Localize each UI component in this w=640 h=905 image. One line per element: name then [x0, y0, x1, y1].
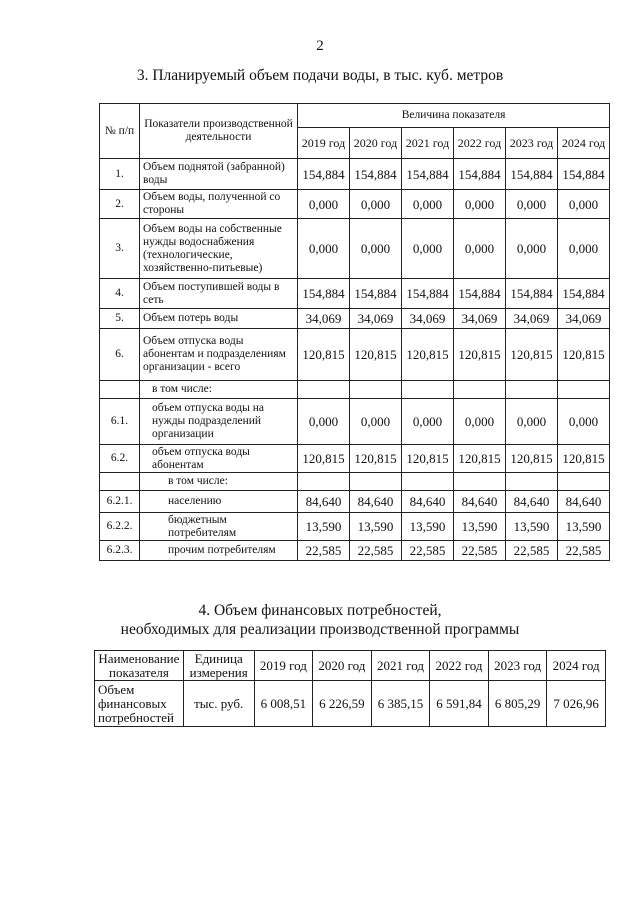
row-value: 120,815 [558, 445, 610, 473]
table-row [100, 491, 610, 513]
header-no: № п/п [100, 104, 140, 159]
row-value [350, 473, 402, 491]
header-year: 2023 год [488, 651, 547, 681]
row-value: 0,000 [350, 219, 402, 279]
row-value: 120,815 [350, 445, 402, 473]
row-value: 22,585 [506, 541, 558, 561]
header-name: Наименование показателя [95, 651, 184, 681]
row-value: 120,815 [402, 445, 454, 473]
row-number: 6.2. [100, 445, 140, 473]
row-value [506, 473, 558, 491]
header-year: 2024 год [558, 128, 610, 159]
header-value-group: Величина показателя [298, 104, 610, 128]
row-value: 84,640 [454, 491, 506, 513]
row-number: 3. [100, 219, 140, 279]
row-value [558, 381, 610, 399]
row-value: 154,884 [454, 279, 506, 309]
row-value: 13,590 [506, 513, 558, 541]
section-4-title-line1: 4. Объем финансовых потребностей, [198, 602, 442, 619]
row-value: 120,815 [506, 445, 558, 473]
row-value: 13,590 [454, 513, 506, 541]
row-value: 6 226,59 [313, 681, 372, 727]
row-indicator: Объем отпуска воды абонентам и подразделениям организации - всего [140, 329, 298, 381]
row-value: 0,000 [402, 399, 454, 445]
row-number: 1. [100, 159, 140, 190]
row-value: 22,585 [402, 541, 454, 561]
row-value: 84,640 [558, 491, 610, 513]
row-value: 120,815 [454, 329, 506, 381]
table-row [100, 279, 610, 309]
header-year: 2021 год [402, 128, 454, 159]
table-row [100, 159, 610, 190]
row-value: 34,069 [506, 309, 558, 329]
row-indicator: прочим потребителям [140, 541, 298, 561]
row-value: 120,815 [350, 329, 402, 381]
row-value: 0,000 [506, 219, 558, 279]
row-value: 6 385,15 [371, 681, 430, 727]
row-value: 7 026,96 [547, 681, 606, 727]
section-4-title-line2: необходимых для реализации производственной программы [120, 621, 520, 638]
row-value: 120,815 [506, 329, 558, 381]
row-value: 154,884 [506, 279, 558, 309]
header-year: 2024 год [547, 651, 606, 681]
row-value: 84,640 [402, 491, 454, 513]
row-value: 120,815 [298, 445, 350, 473]
row-indicator: бюджетным потребителям [140, 513, 298, 541]
row-value: 13,590 [298, 513, 350, 541]
row-number: 6.2.1. [100, 491, 140, 513]
header-year: 2022 год [454, 128, 506, 159]
row-value: 6 008,51 [254, 681, 313, 727]
row-value: 120,815 [298, 329, 350, 381]
row-value: 120,815 [558, 329, 610, 381]
row-value: 154,884 [558, 159, 610, 190]
row-value [402, 381, 454, 399]
row-value: 0,000 [454, 219, 506, 279]
row-value: 13,590 [558, 513, 610, 541]
table-row [100, 541, 610, 561]
section-3-title: 3. Планируемый объем подачи воды, в тыс. куб. метров [136, 67, 504, 84]
row-indicator: Объем воды, полученной со стороны [140, 190, 298, 219]
row-value: 0,000 [402, 219, 454, 279]
header-unit: Единица измерения [183, 651, 254, 681]
row-value: 6 805,29 [488, 681, 547, 727]
financial-needs-table [94, 650, 606, 727]
page-number: 2 [316, 38, 324, 54]
header-year: 2022 год [430, 651, 489, 681]
row-value: 13,590 [350, 513, 402, 541]
table-row [100, 190, 610, 219]
header-year: 2020 год [350, 128, 402, 159]
row-number: 6. [100, 329, 140, 381]
table-row [100, 219, 610, 279]
row-value: 0,000 [350, 190, 402, 219]
row-value: 0,000 [298, 190, 350, 219]
row-value: 0,000 [350, 399, 402, 445]
row-value: 0,000 [402, 190, 454, 219]
header-year: 2019 год [298, 128, 350, 159]
row-value: 34,069 [558, 309, 610, 329]
row-value [298, 473, 350, 491]
table-row [100, 309, 610, 329]
row-value: 34,069 [350, 309, 402, 329]
row-indicator: в том числе: [140, 473, 298, 491]
row-value: 0,000 [454, 190, 506, 219]
table-row [100, 473, 610, 491]
row-value: 34,069 [298, 309, 350, 329]
row-unit: тыс. руб. [183, 681, 254, 727]
row-number: 2. [100, 190, 140, 219]
row-number [100, 473, 140, 491]
row-indicator: Объем поступившей воды в сеть [140, 279, 298, 309]
row-value: 154,884 [350, 159, 402, 190]
row-number: 6.2.3. [100, 541, 140, 561]
row-value [506, 381, 558, 399]
row-indicator: Объем воды на собственные нужды водоснабжения (технологические, хозяйственно-питьевые) [140, 219, 298, 279]
table-row [100, 381, 610, 399]
row-number: 5. [100, 309, 140, 329]
row-value: 6 591,84 [430, 681, 489, 727]
row-number: 4. [100, 279, 140, 309]
section-4-title [0, 601, 640, 639]
row-value: 154,884 [454, 159, 506, 190]
row-value: 154,884 [298, 159, 350, 190]
row-value: 84,640 [298, 491, 350, 513]
row-value: 0,000 [558, 219, 610, 279]
table-row [100, 513, 610, 541]
table-row [100, 399, 610, 445]
row-value: 13,590 [402, 513, 454, 541]
row-value: 34,069 [402, 309, 454, 329]
row-value: 154,884 [558, 279, 610, 309]
row-value [402, 473, 454, 491]
row-value: 120,815 [454, 445, 506, 473]
row-indicator: объем отпуска воды абонентам [140, 445, 298, 473]
row-number: 6.2.2. [100, 513, 140, 541]
row-indicator: населению [140, 491, 298, 513]
row-value: 0,000 [558, 399, 610, 445]
table-row [100, 445, 610, 473]
row-value: 120,815 [402, 329, 454, 381]
header-year: 2020 год [313, 651, 372, 681]
row-value: 0,000 [558, 190, 610, 219]
row-value: 154,884 [402, 279, 454, 309]
row-indicator: объем отпуска воды на нужды подразделений организации [140, 399, 298, 445]
row-value: 22,585 [298, 541, 350, 561]
row-value: 0,000 [298, 399, 350, 445]
row-value [350, 381, 402, 399]
header-year: 2021 год [371, 651, 430, 681]
row-number [100, 381, 140, 399]
row-value: 0,000 [506, 190, 558, 219]
row-name: Объем финансовых потребностей [95, 681, 184, 727]
row-indicator: Объем потерь воды [140, 309, 298, 329]
header-year: 2019 год [254, 651, 313, 681]
table-row [100, 329, 610, 381]
row-value: 154,884 [506, 159, 558, 190]
row-value: 154,884 [350, 279, 402, 309]
water-supply-table [99, 103, 610, 561]
row-value: 22,585 [454, 541, 506, 561]
header-indicator: Показатели производственной деятельности [140, 104, 298, 159]
row-value: 84,640 [350, 491, 402, 513]
row-value: 84,640 [506, 491, 558, 513]
row-value [558, 473, 610, 491]
row-value: 0,000 [506, 399, 558, 445]
row-value: 0,000 [298, 219, 350, 279]
row-value: 34,069 [454, 309, 506, 329]
row-value: 154,884 [402, 159, 454, 190]
header-year: 2023 год [506, 128, 558, 159]
row-value [454, 381, 506, 399]
row-value: 22,585 [350, 541, 402, 561]
row-value: 154,884 [298, 279, 350, 309]
row-value [298, 381, 350, 399]
row-value: 22,585 [558, 541, 610, 561]
row-value [454, 473, 506, 491]
row-value: 0,000 [454, 399, 506, 445]
row-indicator: в том числе: [140, 381, 298, 399]
row-indicator: Объем поднятой (забранной) воды [140, 159, 298, 190]
row-number: 6.1. [100, 399, 140, 445]
